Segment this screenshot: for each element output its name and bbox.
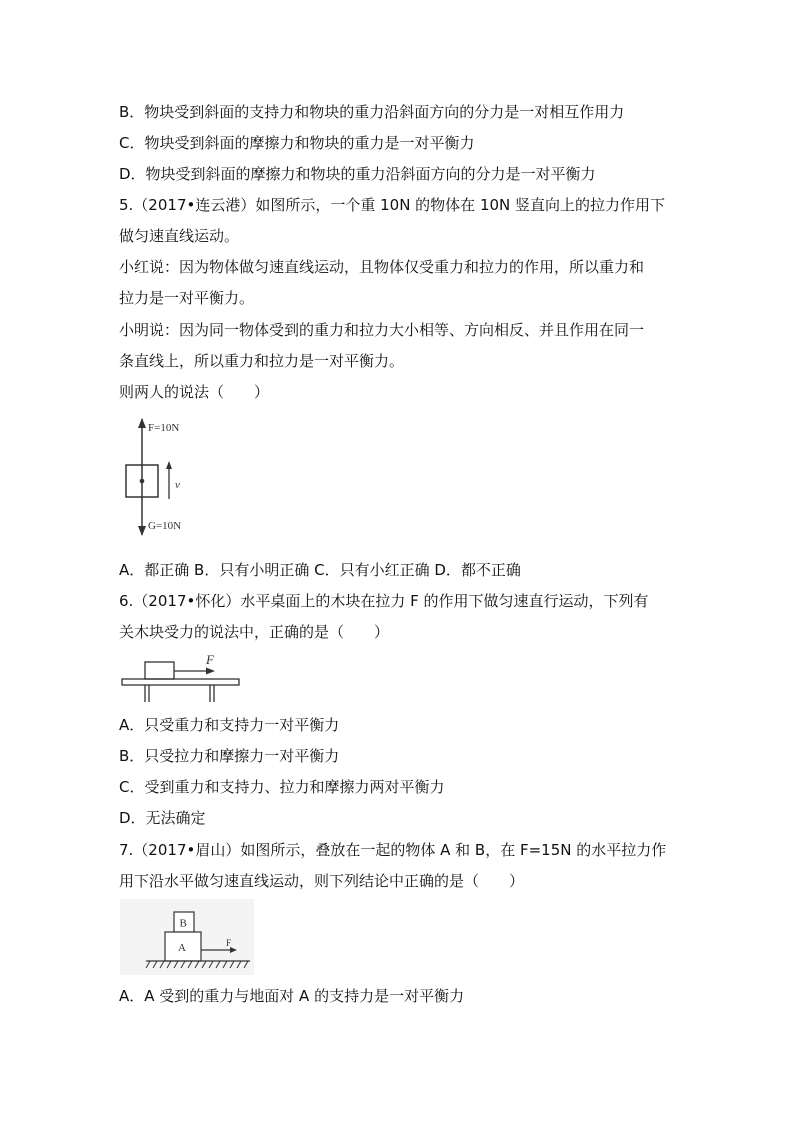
stacked-blocks-figure [120, 899, 254, 975]
question-5-prompt: 则两人的说法（ ） [119, 383, 270, 401]
option-d-q6: D．无法确定 [119, 809, 206, 827]
xiaoming-statement-line-2: 条直线上，所以重力和拉力是一对平衡力。 [119, 352, 405, 370]
force-f-label: F [226, 938, 232, 948]
pull-force-label: F=10N [148, 422, 180, 434]
question-6-line-1: 6.（2017•怀化）水平桌面上的木块在拉力 F 的作用下做匀速直行运动，下列有 [119, 592, 649, 610]
force-diagram-figure [118, 417, 208, 537]
force-label: F [206, 652, 214, 667]
option-a-q7: A．A 受到的重力与地面对 A 的支持力是一对平衡力 [119, 987, 465, 1005]
question-7-line-1: 7.（2017•眉山）如图所示，叠放在一起的物体 A 和 B，在 F=15N 的水平拉力作 [119, 841, 667, 859]
option-d-q4: D．物块受到斜面的摩擦力和物块的重力沿斜面方向的分力是一对平衡力 [119, 165, 596, 183]
question-6-line-2: 关木块受力的说法中，正确的是（ ） [119, 623, 390, 641]
option-c-q4: C．物块受到斜面的摩擦力和物块的重力是一对平衡力 [119, 134, 475, 152]
xiaohong-statement-line-2: 拉力是一对平衡力。 [119, 289, 255, 307]
option-b-q6: B．只受拉力和摩擦力一对平衡力 [119, 747, 340, 765]
velocity-label: v [175, 479, 180, 491]
xiaoming-statement-line-1: 小明说：因为同一物体受到的重力和拉力大小相等、方向相反、并且作用在同一 [119, 321, 645, 339]
option-b-q4: B．物块受到斜面的支持力和物块的重力沿斜面方向的分力是一对相互作用力 [119, 103, 625, 121]
question-5-line-1: 5.（2017•连云港）如图所示，一个重 10N 的物体在 10N 竖直向上的拉力作用下 [119, 196, 666, 214]
question-5-line-2: 做匀速直线运动。 [119, 227, 240, 245]
table-block-figure [120, 652, 242, 704]
gravity-label: G=10N [148, 520, 182, 532]
block-a-label: A [178, 942, 186, 954]
option-a-q6: A．只受重力和支持力一对平衡力 [119, 716, 340, 734]
block-b-label: B [179, 917, 187, 930]
question-5-options: A．都正确 B．只有小明正确 C．只有小红正确 D．都不正确 [119, 561, 521, 579]
xiaohong-statement-line-1: 小红说：因为物体做匀速直线运动，且物体仅受重力和拉力的作用，所以重力和 [119, 258, 645, 276]
option-c-q6: C．受到重力和支持力、拉力和摩擦力两对平衡力 [119, 778, 445, 796]
question-7-line-2: 用下沿水平做匀速直线运动，则下列结论中正确的是（ ） [119, 872, 525, 890]
